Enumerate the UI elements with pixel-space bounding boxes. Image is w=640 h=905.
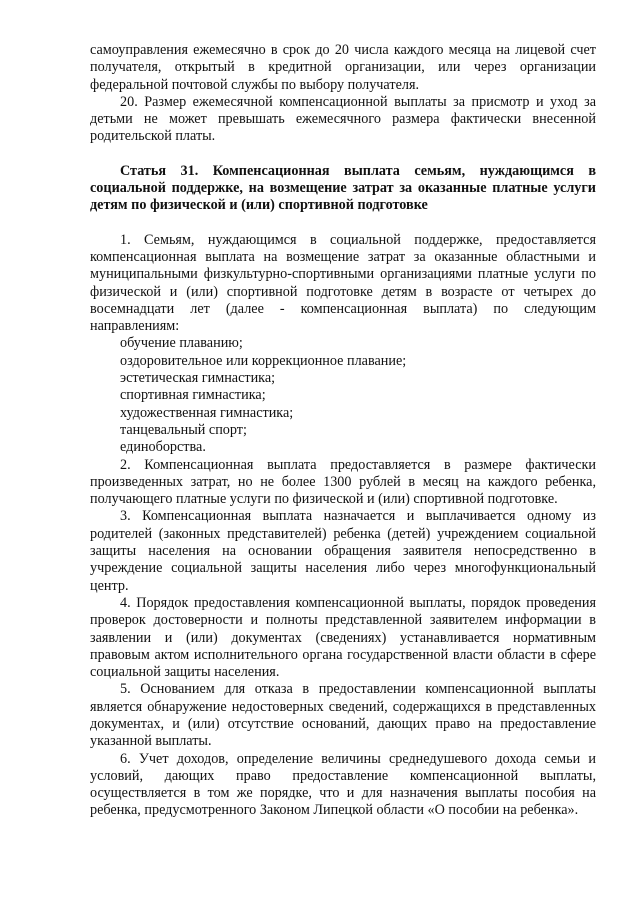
paragraph-6: 6. Учет доходов, определение величины среднедушевого дохода семьи и условий, дающих право предоставление компенсационной выплаты, осуществляется в том же порядке, что и для назначения выплаты пособия на ребенка, предусмотренного Законом Липецкой области «О пособии на ребенка». <box>90 750 596 819</box>
list-item: эстетическая гимнастика; <box>120 370 276 387</box>
list-item: спортивная гимнастика; <box>120 387 266 404</box>
paragraph-4: 4. Порядок предоставления компенсационной выплаты, порядок проведения проверок достоверности и полноты представленной заявителем информации в заявлении и (или) документах (сведениях) устанавливается нормативным правовым актом исполнительного органа государственной власти области в сфере социальной защиты населения. <box>90 594 596 681</box>
paragraph-5: 5. Основанием для отказа в предоставлении компенсационной выплаты является обнаружение недостоверных сведений, содержащихся в представленных документах, и (или) отсутствие оснований, дающих право на предоставление указанной выплаты. <box>90 681 596 750</box>
list-item: единоборства. <box>120 439 206 456</box>
paragraph-20: 20. Размер ежемесячной компенсационной выплаты за присмотр и уход за детьми не может превышать ежемесячного размера фактически внесенной родительской платы. <box>90 93 596 145</box>
paragraph-continuation: самоуправления ежемесячно в срок до 20 числа каждого месяца на лицевой счет получателя, открытый в кредитной организации, или через организации федеральной почтовой службы по выбору получателя. <box>90 42 596 93</box>
article-31-heading: Статья 31. Компенсационная выплата семьям, нуждающимся в социальной поддержке, на возмещение затрат за оказанные платные услуги детям по физической и (или) спортивной подготовке <box>90 162 596 214</box>
paragraph-2: 2. Компенсационная выплата предоставляется в размере фактически произведенных затрат, но не более 1300 рублей в месяц на каждого ребенка, получающего платные услуги по физической и (или) спортивной подготовке. <box>90 456 596 508</box>
list-item: художественная гимнастика; <box>120 404 294 421</box>
directions-list <box>90 335 596 456</box>
paragraph-1: 1. Семьям, нуждающимся в социальной поддержке, предоставляется компенсационная выплата на возмещение затрат за оказанные областными и муниципальными физкультурно-спортивными организациями платные услуги по физической и (или) спортивной подготовке детям в возрасте от четырех до восемнадцати лет (далее - компенсационная выплата) по следующим направлениям: <box>90 231 596 335</box>
list-item: обучение плаванию; <box>120 335 243 352</box>
document-page <box>90 42 596 820</box>
list-item: танцевальный спорт; <box>120 421 247 438</box>
paragraph-3: 3. Компенсационная выплата назначается и выплачивается одному из родителей (законных представителей) ребенка (детей) учреждением социальной защиты населения на основании обращения заявителя непосредственно в учреждение социальной защиты населения либо через многофункциональный центр. <box>90 508 596 594</box>
list-item: оздоровительное или коррекционное плавание; <box>120 352 407 369</box>
